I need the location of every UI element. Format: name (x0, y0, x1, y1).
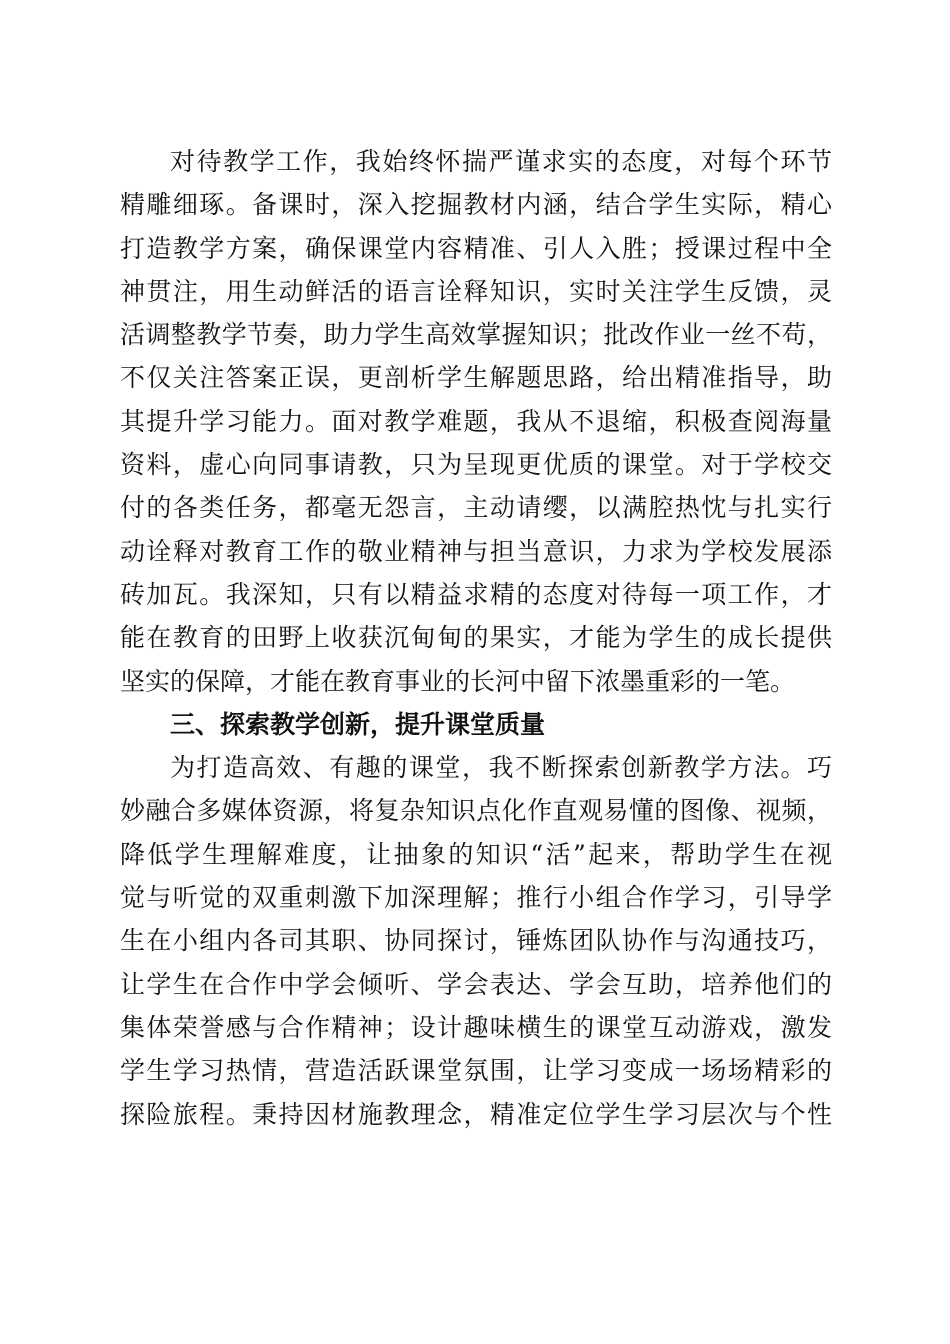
paragraph-2-line: 集体荣誉感与合作精神；设计趣味横生的课堂互动游戏，激发 (120, 1012, 832, 1042)
paragraph-1-line: 神贯注，用生动鲜活的语言诠释知识，实时关注学生反馈，灵 (120, 276, 832, 306)
paragraph-2-line: 为打造高效、有趣的课堂，我不断探索创新教学方法。巧 (170, 753, 832, 783)
paragraph-1-line: 精雕细琢。备课时，深入挖掘教材内涵，结合学生实际，精心 (120, 190, 832, 220)
paragraph-1-line: 动诠释对教育工作的敬业精神与担当意识，力求为学校发展添 (120, 536, 832, 566)
paragraph-1-line: 打造教学方案，确保课堂内容精准、引人入胜；授课过程中全 (120, 233, 832, 263)
paragraph-1-line: 坚实的保障，才能在教育事业的长河中留下浓墨重彩的一笔。 (120, 666, 796, 696)
paragraph-2-line: 觉与听觉的双重刺激下加深理解；推行小组合作学习，引导学 (120, 883, 832, 913)
document-body (120, 142, 832, 1138)
paragraph-2-line: 降低学生理解难度，让抽象的知识“活”起来，帮助学生在视 (120, 839, 832, 869)
paragraph-1-line: 资料，虚心向同事请教，只为呈现更优质的课堂。对于学校交 (120, 450, 832, 480)
section-heading: 三、探索教学创新，提升课堂质量 (170, 709, 546, 739)
paragraph-1-line: 能在教育的田野上收获沉甸甸的果实，才能为学生的成长提供 (120, 623, 832, 653)
paragraph-1-line: 不仅关注答案正误，更剖析学生解题思路，给出精准指导，助 (120, 363, 832, 393)
paragraph-1-line: 对待教学工作，我始终怀揣严谨求实的态度，对每个环节 (170, 147, 832, 176)
paragraph-2-line: 让学生在合作中学会倾听、学会表达、学会互助，培养他们的 (120, 969, 832, 999)
paragraph-1-line: 砖加瓦。我深知，只有以精益求精的态度对待每一项工作，才 (120, 579, 832, 609)
paragraph-2-line: 生在小组内各司其职、协同探讨，锤炼团队协作与沟通技巧， (120, 926, 832, 956)
paragraph-2-line: 学生学习热情，营造活跃课堂氛围，让学习变成一场场精彩的 (120, 1056, 832, 1086)
paragraph-1-line: 活调整教学节奏，助力学生高效掌握知识；批改作业一丝不苟， (120, 320, 832, 350)
paragraph-2-line: 探险旅程。秉持因材施教理念，精准定位学生学习层次与个性 (120, 1099, 832, 1129)
paragraph-1-line: 其提升学习能力。面对教学难题，我从不退缩，积极查阅海量 (120, 406, 832, 436)
paragraph-1-line: 付的各类任务，都毫无怨言，主动请缨，以满腔热忱与扎实行 (120, 493, 832, 523)
paragraph-2-line: 妙融合多媒体资源，将复杂知识点化作直观易懂的图像、视频， (120, 796, 832, 826)
